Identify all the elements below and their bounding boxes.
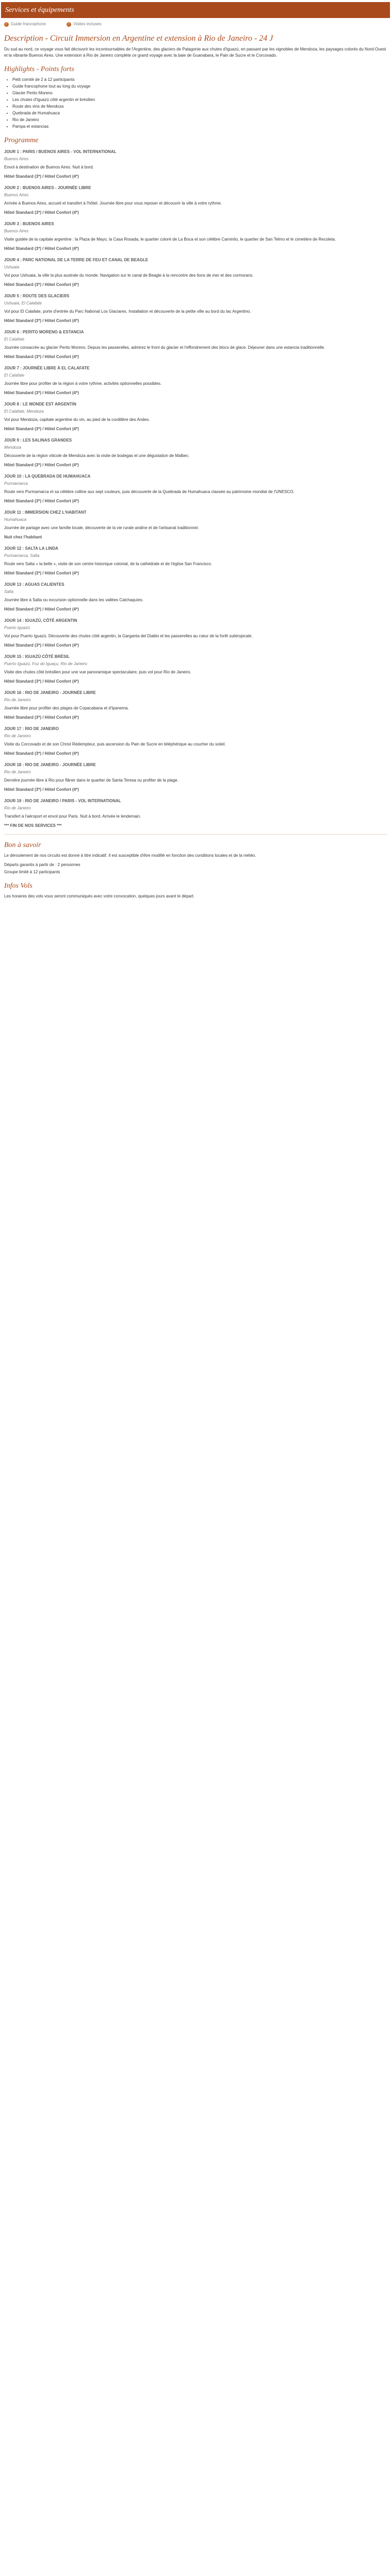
itinerary — [4, 149, 387, 829]
day-description: Dernière journée libre à Rio pour flâner dans le quartier de Santa Teresa ou profiter de la plage. — [4, 778, 178, 783]
highlight-item: • Glacier Perito Moreno — [12, 90, 387, 96]
day-title: JOUR 15 : IGUAZÚ CÔTÉ BRÉSIL — [4, 654, 70, 659]
day-accommodation: Hôtel Standard (3*) / Hôtel Confort (4*) — [4, 318, 79, 324]
day-accommodation: Hôtel Standard (3*) / Hôtel Confort (4*) — [4, 715, 79, 720]
services-header-bar: Services et équipements — [1, 2, 390, 18]
day-description: Visite des chutes côté brésilien pour une vue panoramique spectaculaire, puis vol pour Rio de Janeiro. — [4, 670, 191, 675]
day-description: Journée de partage avec une famille locale, découverte de la vie rurale andine et de l'artisanat traditionnel. — [4, 526, 199, 531]
day-description: Route vers Purmamarca et sa célèbre colline aux sept couleurs, puis découverte de la Quebrada de Humahuaca classée au patrimoine mondial de l'UNESCO. — [4, 489, 295, 495]
day-accommodation: Hôtel Standard (3*) / Hôtel Confort (4*) — [4, 751, 79, 756]
day-title: JOUR 4 : PARC NATIONAL DE LA TERRE DE FEU ET CANAL DE BEAGLE — [4, 258, 149, 263]
day-accommodation: Hôtel Standard (3*) / Hôtel Confort (4*) — [4, 499, 79, 504]
day-location: Rio de Janeiro — [4, 806, 31, 811]
itinerary-day — [4, 546, 387, 577]
day-location: Mendoza — [4, 445, 21, 450]
itinerary-day — [4, 293, 387, 324]
highlights-list — [4, 77, 387, 130]
page-title: Description - Circuit Immersion en Argentine et extension à Rio de Janeiro - 24 J — [4, 34, 273, 43]
itinerary-day — [4, 257, 387, 288]
day-description: Journée libre à Salta ou excursion optionnelle dans les vallées Calchaquíes. — [4, 598, 143, 603]
day-accommodation: Hôtel Standard (3*) / Hôtel Confort (4*) — [4, 174, 79, 179]
day-title: JOUR 16 : RIO DE JANEIRO - JOURNÉE LIBRE — [4, 690, 96, 696]
day-title: JOUR 2 : BUENOS AIRES - JOURNÉE LIBRE — [4, 185, 91, 191]
badge-guide-label: Guide francophone — [11, 22, 46, 26]
itinerary-day — [4, 654, 387, 685]
highlights-title: Highlights - Points forts — [4, 65, 74, 74]
day-accommodation: Hôtel Standard (3*) / Hôtel Confort (4*) — [4, 391, 79, 396]
badge-guide — [4, 21, 46, 27]
day-title: JOUR 10 : LA QUEBRADA DE HUMAHUACA — [4, 474, 91, 479]
service-badges — [0, 20, 391, 30]
day-accommodation: Hôtel Standard (3*) / Hôtel Confort (4*) — [4, 427, 79, 432]
day-location: Puerto Iguazú, Foz do Iguaçu, Rio de Janeiro — [4, 662, 87, 667]
day-description: Transfert à l'aéroport et envol pour Paris. Nuit à bord. Arrivée le lendemain. — [4, 814, 141, 819]
day-title: JOUR 6 : PERITO MORENO & ESTANCIA — [4, 330, 84, 335]
day-title: JOUR 8 : LE MONDE EST ARGENTIN — [4, 402, 76, 407]
good-to-know-text: Le déroulement de nos circuits est donné à titre indicatif. Il est susceptible d'être modifié en fonction des conditions locales et de la météo. — [4, 853, 256, 858]
day-title: JOUR 14 : IGUAZÚ, CÔTÉ ARGENTIN — [4, 618, 77, 623]
good-to-know-title: Bon à savoir — [4, 841, 41, 850]
day-location: Buenos Aires — [4, 229, 29, 234]
day-location: El Calafate, Mendoza — [4, 409, 44, 414]
day-description: Journée consacrée au glacier Perito Moreno. Depuis les passerelles, admirez le front du glacier et l'effondrement des blocs de glace. Déjeuner dans une estancia traditionnelle. — [4, 345, 325, 350]
day-description: Visite du Corcovado et de son Christ Rédempteur, puis ascension du Pain de Sucre en téléphérique au coucher du soleil. — [4, 742, 226, 747]
itinerary-day — [4, 185, 387, 216]
itinerary-day — [4, 329, 387, 360]
flight-info-text: Les horaires des vols vous seront communiqués avec votre convocation, quelques jours avant le départ. — [4, 894, 195, 899]
highlight-item: • Route des vins de Mendoza — [12, 104, 387, 110]
itinerary-day — [4, 510, 387, 540]
day-accommodation: *** FIN DE NOS SERVICES *** — [4, 823, 62, 828]
day-title: JOUR 18 : RIO DE JANEIRO - JOURNÉE LIBRE — [4, 762, 96, 768]
main-content — [0, 33, 391, 900]
day-description: Journée libre pour profiter de la région à votre rythme, activités optionnelles possibles. — [4, 381, 162, 386]
highlight-item: • Rio de Janeiro — [12, 117, 387, 123]
day-description: Vol pour Puerto Iguazú. Découverte des chutes côté argentin, la Garganta del Diablo et les passerelles au cœur de la forêt subtropicale. — [4, 634, 253, 639]
badge-visits — [67, 21, 102, 27]
day-accommodation: Nuit chez l'habitant — [4, 535, 42, 540]
day-description: Vol pour Mendoza, capitale argentine du vin, au pied de la cordillère des Andes. — [4, 417, 150, 422]
day-location: Puerto Iguazú — [4, 625, 30, 631]
day-location: Humahuaca — [4, 517, 27, 522]
day-description: Route vers Salta « la belle », visite de son centre historique colonial, de la cathédrale et de l'église San Francisco. — [4, 562, 213, 567]
day-description: Arrivée à Buenos Aires, accueil et transfert à l'hôtel. Journée libre pour vous reposer et découvrir la ville à votre rythme. — [4, 201, 222, 206]
day-title: JOUR 1 : PARIS / BUENOS AIRES - VOL INTERNATIONAL — [4, 149, 117, 155]
group-size-text: Groupe limité à 12 participants — [4, 870, 60, 875]
day-location: Ushuaia — [4, 265, 20, 270]
day-description: Vol pour El Calafate, porte d'entrée du Parc National Los Glaciares. Installation et découverte de la petite ville au bord du lac Argentino. — [4, 309, 251, 314]
day-title: JOUR 13 : AGUAS CALIENTES — [4, 582, 64, 587]
day-title: JOUR 19 : RIO DE JANEIRO / PARIS - VOL INTERNATIONAL — [4, 799, 121, 804]
day-location: Rio de Janeiro — [4, 734, 31, 739]
departures-text: Départs garantis à partir de : 2 personnes — [4, 862, 80, 868]
program-title: Programme — [4, 137, 39, 145]
itinerary-day — [4, 149, 387, 180]
day-description: Envol à destination de Buenos Aires. Nuit à bord. — [4, 165, 94, 170]
day-title: JOUR 7 : JOURNÉE LIBRE À EL CALAFATE — [4, 366, 90, 371]
highlight-item: • Petit comité de 2 à 12 participants — [12, 77, 387, 83]
day-location: Buenos Aires — [4, 193, 29, 198]
day-accommodation: Hôtel Standard (3*) / Hôtel Confort (4*) — [4, 571, 79, 576]
guide-icon: ✓ — [5, 22, 8, 26]
day-accommodation: Hôtel Standard (3*) / Hôtel Confort (4*) — [4, 354, 79, 360]
day-description: Vol pour Ushuaia, la ville la plus australe du monde. Navigation sur le canal de Beagle à la rencontre des lions de mer et des cormorans. — [4, 273, 254, 278]
itinerary-day — [4, 365, 387, 396]
day-location: Rio de Janeiro — [4, 698, 31, 703]
itinerary-day — [4, 221, 387, 252]
day-location: Buenos Aires — [4, 157, 29, 162]
day-description: Découverte de la région viticole de Mendoza avec la visite de bodegas et une dégustation de Malbec. — [4, 453, 190, 459]
itinerary-day — [4, 401, 387, 432]
itinerary-day — [4, 618, 387, 649]
itinerary-day — [4, 762, 387, 793]
day-title: JOUR 3 : BUENOS AIRES — [4, 222, 54, 227]
day-location: Purmamarca, Salta — [4, 553, 40, 558]
day-accommodation: Hôtel Standard (3*) / Hôtel Confort (4*) — [4, 210, 79, 215]
page — [0, 0, 391, 913]
day-accommodation: Hôtel Standard (3*) / Hôtel Confort (4*) — [4, 463, 79, 468]
day-location: Salta — [4, 589, 14, 595]
day-location: El Calafate — [4, 337, 25, 342]
itinerary-day — [4, 582, 387, 613]
highlight-item: • Quebrada de Humahuaca — [12, 110, 387, 116]
day-description: Journée libre pour profiter des plages de Copacabana et d'Ipanema. — [4, 706, 129, 711]
flight-info-title: Infos Vols — [4, 882, 32, 890]
day-title: JOUR 5 : ROUTE DES GLACIERS — [4, 294, 70, 299]
intro-text: Du sud au nord, ce voyage vous fait découvrir les incontournables de l'Argentine, des glaciers de Patagonie aux chutes d'Iguazú, en passant par les vignobles de Mendoza, les paysages colorés du Nord-Ouest et la vibrante Buenos Aires. Une extension à Rio de Janeiro complète ce grand voyage avec la baie de Guanabara, le Pain de Sucre et le Corcovado. — [4, 47, 386, 58]
day-location: Ushuaia, El Calafate — [4, 301, 42, 306]
day-title: JOUR 11 : IMMERSION CHEZ L'HABITANT — [4, 510, 87, 515]
day-accommodation: Hôtel Standard (3*) / Hôtel Confort (4*) — [4, 246, 79, 251]
itinerary-day — [4, 473, 387, 504]
day-accommodation: Hôtel Standard (3*) / Hôtel Confort (4*) — [4, 679, 79, 684]
highlight-item: • Les chutes d'Iguazú côté argentin et brésilien — [12, 97, 387, 103]
day-location: Purmamarca — [4, 481, 28, 486]
itinerary-day — [4, 798, 387, 829]
day-title: JOUR 17 : RIO DE JANEIRO — [4, 726, 59, 732]
itinerary-day — [4, 437, 387, 468]
highlight-item: • Pampa et estancias — [12, 124, 387, 130]
highlight-item: • Guide francophone tout au long du voyage — [12, 83, 387, 90]
day-accommodation: Hôtel Standard (3*) / Hôtel Confort (4*) — [4, 607, 79, 612]
day-description: Visite guidée de la capitale argentine : la Plaza de Mayo, la Casa Rosada, le quartier coloré de La Boca et son célèbre Caminito, le quartier de San Telmo et le cimetière de Recoleta. — [4, 237, 336, 242]
day-accommodation: Hôtel Standard (3*) / Hôtel Confort (4*) — [4, 643, 79, 648]
day-location: Rio de Janeiro — [4, 770, 31, 775]
day-title: JOUR 9 : LES SALINAS GRANDES — [4, 438, 72, 443]
day-location: El Calafate — [4, 373, 25, 378]
day-accommodation: Hôtel Standard (3*) / Hôtel Confort (4*) — [4, 787, 79, 792]
day-title: JOUR 12 : SALTA LA LINDA — [4, 546, 58, 551]
itinerary-day — [4, 726, 387, 757]
divider — [4, 834, 387, 835]
badge-visits-label: Visites incluses — [73, 22, 102, 26]
walk-icon: ✓ — [68, 22, 71, 26]
itinerary-day — [4, 690, 387, 721]
day-accommodation: Hôtel Standard (3*) / Hôtel Confort (4*) — [4, 282, 79, 287]
